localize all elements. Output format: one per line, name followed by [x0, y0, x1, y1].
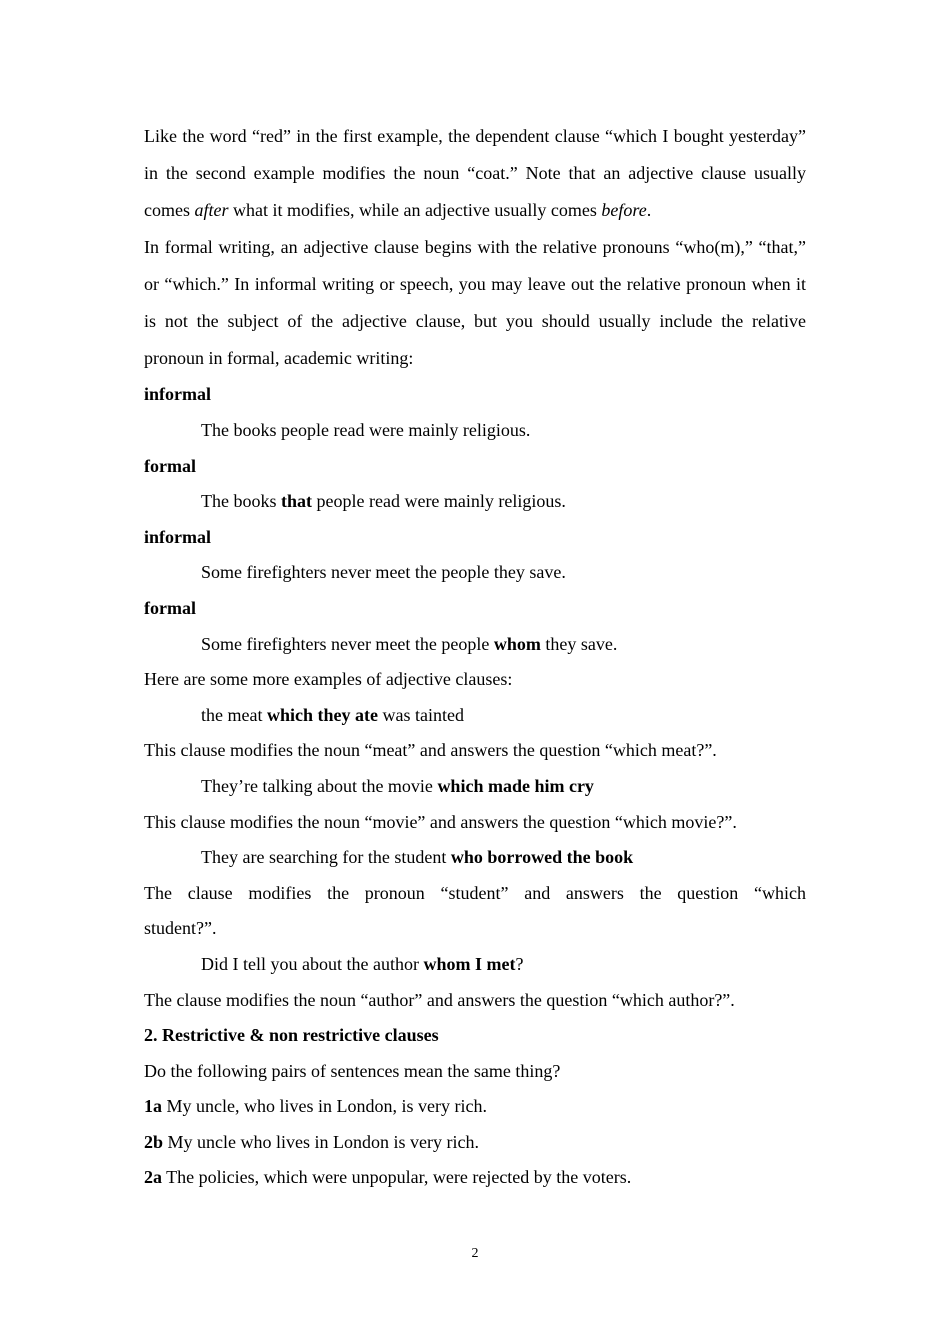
emphasis-after: after	[194, 200, 229, 221]
sentence-pair: 2a The policies, which were unpopular, were rejected by the voters.	[144, 1167, 632, 1188]
page-number: 2	[471, 1246, 479, 1261]
emphasis-before: before	[601, 200, 647, 221]
register-example: Some firefighters never meet the people whom they save.	[201, 633, 618, 654]
formal-writing-paragraph: In formal writing, an adjective clause begins with the relative pronouns “who(m),” “that,” or “which.” In informal writing or speech, you may leave out the relative pronoun when it is not the subject of the adjective clause, but you should usually include the relative pronoun in formal, academic writing:	[144, 236, 806, 369]
clause-explanation: This clause modifies the noun “movie” and answers the question “which movie?”.	[144, 811, 737, 832]
section-question: Do the following pairs of sentences mean the same thing?	[144, 1060, 561, 1081]
register-label-formal: formal	[144, 455, 196, 476]
clause-explanation: This clause modifies the noun “meat” and answers the question “which meat?”.	[144, 740, 717, 761]
sentence-pair: 1a My uncle, who lives in London, is very rich.	[144, 1096, 487, 1117]
more-examples-intro: Here are some more examples of adjective clauses:	[144, 669, 513, 690]
section-heading: 2. Restrictive & non restrictive clauses	[144, 1025, 439, 1046]
clause-example: They are searching for the student who borrowed the book	[201, 847, 634, 868]
intro-paragraph: Like the word “red” in the first example, the dependent clause “which I bought yesterday” in the second example modifies the noun “coat.” Note that an adjective clause usually comes after what it modifies, while an adjective usually comes before.	[144, 126, 806, 221]
clause-explanation: The clause modifies the pronoun “student” and answers the question “which	[144, 882, 806, 903]
register-example: The books people read were mainly religious.	[201, 420, 531, 441]
register-label-formal: formal	[144, 597, 196, 618]
clause-explanation-continuation: student?”.	[144, 918, 217, 939]
clause-example: They’re talking about the movie which made him cry	[201, 775, 594, 796]
register-label-informal: informal	[144, 384, 211, 405]
register-example: Some firefighters never meet the people they save.	[201, 562, 566, 583]
sentence-pair: 2b My uncle who lives in London is very rich.	[144, 1131, 479, 1152]
clause-example: the meat which they ate was tainted	[201, 704, 464, 725]
register-label-informal: informal	[144, 526, 211, 547]
register-example: The books that people read were mainly religious.	[201, 491, 566, 512]
clause-example: Did I tell you about the author whom I met?	[201, 953, 524, 974]
clause-explanation: The clause modifies the noun “author” and answers the question “which author?”.	[144, 989, 735, 1010]
document-page	[144, 118, 806, 1196]
